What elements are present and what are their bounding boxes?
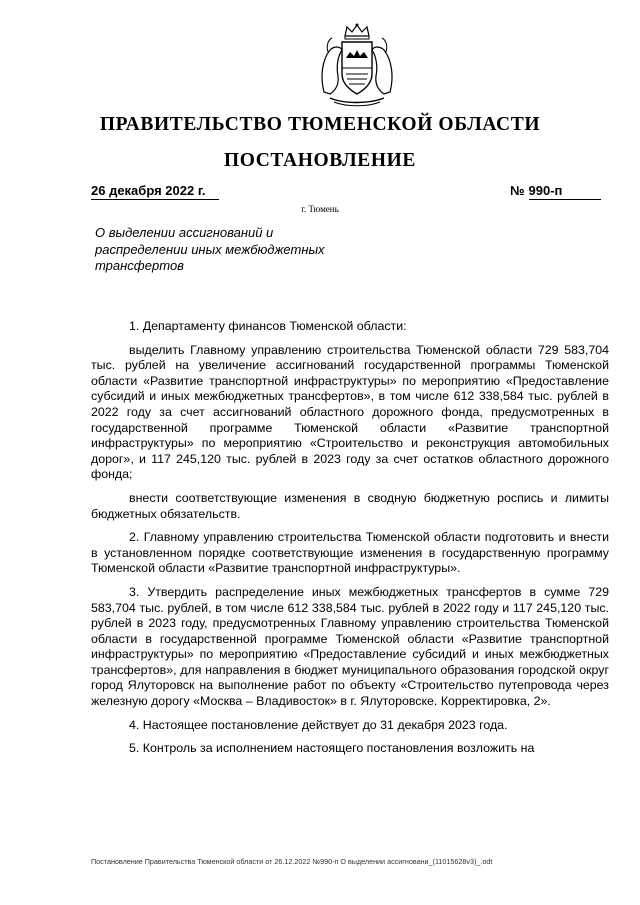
document-city: г. Тюмень bbox=[301, 204, 339, 214]
subject-line: трансфертов bbox=[95, 258, 184, 273]
document-number: 990-п bbox=[529, 183, 601, 200]
paragraph-1-changes: внести соответствующие изменения в сводную бюджетную роспись и лимиты бюджетных обязательств. bbox=[91, 490, 609, 521]
coat-of-arms-icon bbox=[316, 22, 398, 108]
paragraph-4: 4. Настоящее постановление действует до 31 декабря 2023 года. bbox=[129, 717, 508, 732]
document-subject bbox=[95, 225, 375, 275]
paragraph-2: 2. Главному управлению строительства Тюменской области подготовить и внести в установленном порядке соответствующие изменения в государственную программу Тюменской области «Развитие транспортной инфраструктуры». bbox=[91, 530, 609, 576]
page-footer: Постановление Правительства Тюменской области от 26.12.2022 №990-п О выделении ассигновани_(11015628v3)_.odt bbox=[91, 857, 493, 866]
subject-line: О выделении ассигнований и bbox=[95, 225, 274, 240]
paragraph-5: 5. Контроль за исполнением настоящего постановления возложить на bbox=[129, 741, 535, 756]
document-body bbox=[91, 319, 609, 765]
subject-line: распределении иных межбюджетных bbox=[95, 241, 325, 257]
paragraph-1: 1. Департаменту финансов Тюменской области: bbox=[129, 319, 407, 333]
organization-title: ПРАВИТЕЛЬСТВО ТЮМЕНСКОЙ ОБЛАСТИ bbox=[99, 114, 541, 135]
paragraph-3: 3. Утвердить распределение иных межбюджетных трансфертов в сумме 729 583,704 тыс. рублей, в том числе 612 338,584 тыс. рублей в 2022 году и 117 245,120 тыс. рублей в 2023 году, предусмотренных Главному управлению строительства Тюменской области в государственной программе Тюменской области «Развитие транспортной инфраструктуры» по мероприятию «Предоставление субсидий и иных межбюджетных трансфертов», для направления в бюджет муниципального образования городской округ город Ялуторовск на выполнение работ по объекту «Строительство путепровода через железную дорогу «Москва – Владивосток» в г. Ялуторовске. Корректировка, 2». bbox=[91, 584, 609, 709]
document-type-title: ПОСТАНОВЛЕНИЕ bbox=[223, 150, 417, 171]
paragraph-1-allocation: выделить Главному управлению строительства Тюменской области 729 583,704 тыс. рублей на увеличение ассигнований государственной программы Тюменской области «Развитие транспортной инфраструктуры» по мероприятию «Предоставление субсидий и иных межбюджетных трансфертов», в том числе 612 338,584 тыс. рублей в 2022 году за счет ассигнований областного дорожного фонда, предусмотренных в государственной программе Тюменской области «Развитие транспортной инфраструктуры» по мероприятию «Строительство и реконструкция автомобильных дорог», и 117 245,120 тыс. рублей в 2023 году за счет остатков областного дорожного фонда; bbox=[91, 342, 609, 482]
document-number-field bbox=[510, 183, 601, 200]
number-label: № bbox=[510, 183, 525, 198]
document-date: 26 декабря 2022 г. bbox=[91, 183, 219, 200]
